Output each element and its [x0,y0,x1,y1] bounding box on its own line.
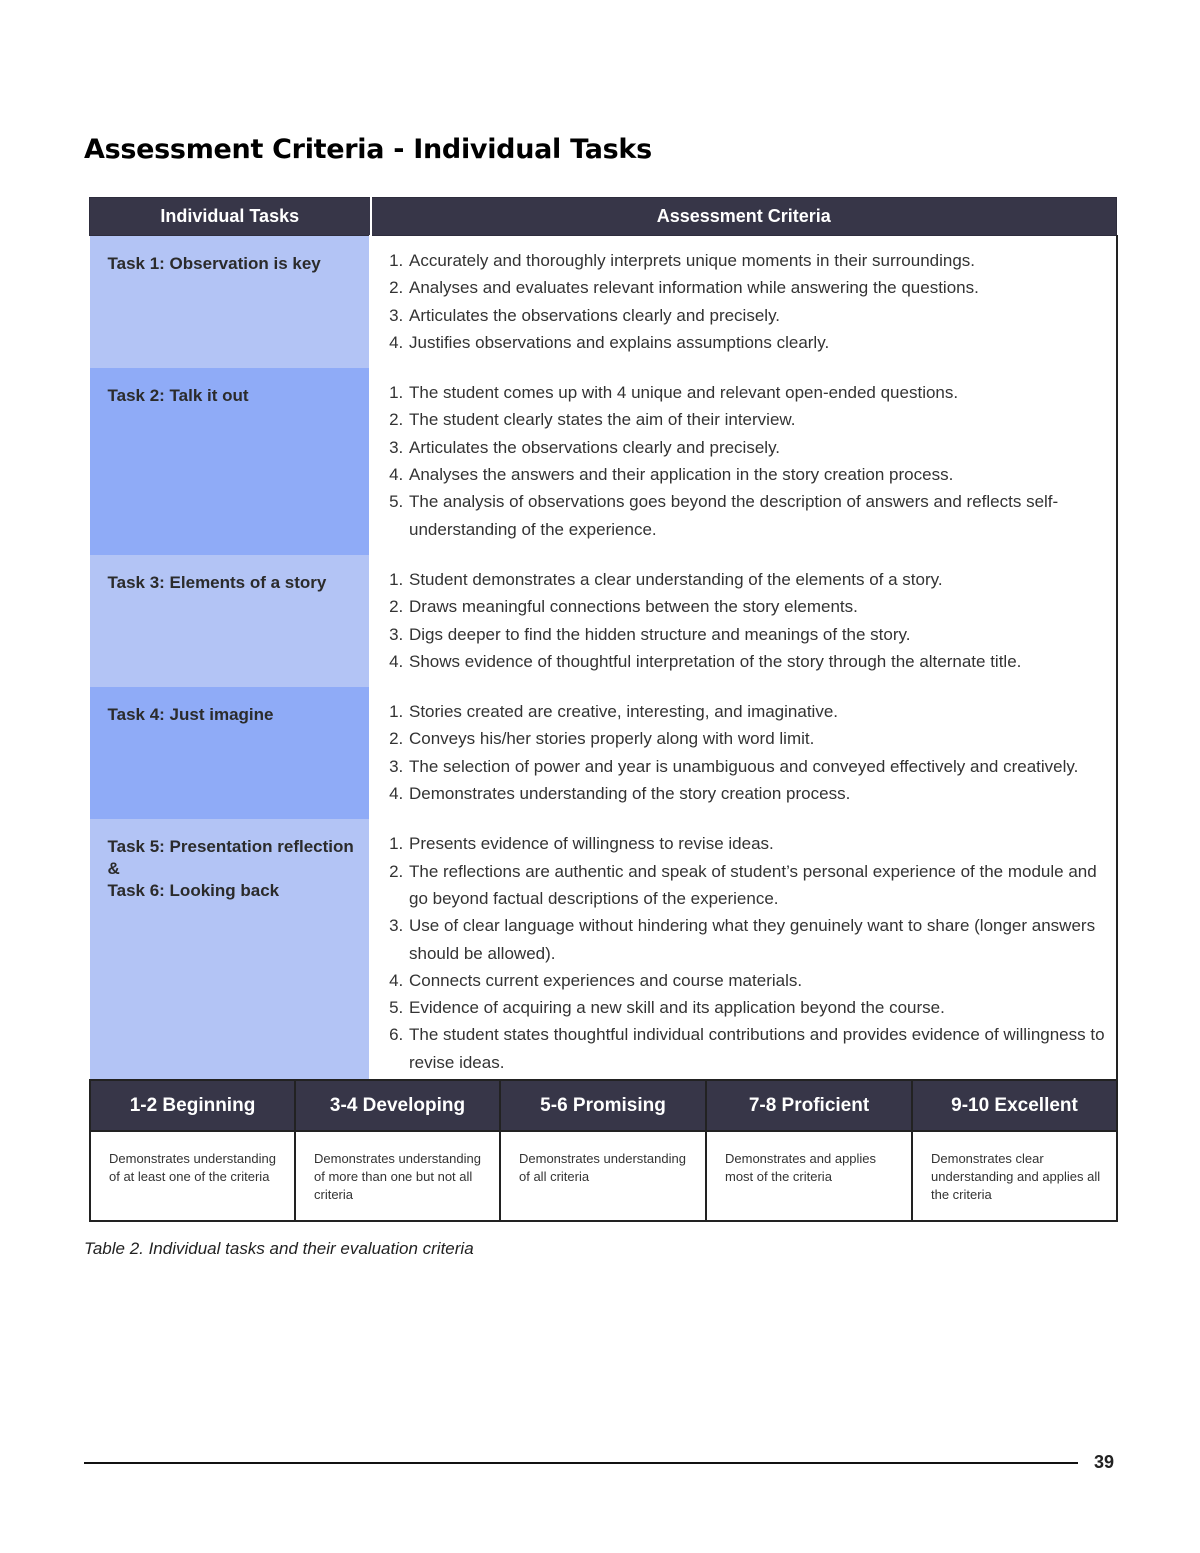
scale-description-row [90,1131,1117,1221]
criteria-list [388,247,1106,356]
page-number: 39 [1094,1452,1115,1472]
criteria-item: 2. Analyses and evaluates relevant information while answering the questions. [408,274,1106,301]
task-name: Task 4: Just imagine [107,705,274,725]
criteria-item: 1. Accurately and thoroughly interprets unique moments in their surroundings. [408,247,1106,274]
criteria-item: 4. Analyses the answers and their application in the story creation process. [408,461,1106,488]
scale-level-description: Demonstrates clear understanding and applies all the criteria [912,1131,1117,1221]
task-name: Task 5: Presentation reflection [107,837,354,857]
criteria-item: 1. Stories created are creative, interesting, and imaginative. [408,698,1106,725]
task-name-connector: & [107,859,120,879]
task-cell [90,819,371,1094]
scale-level-label: 5-6 Promising [500,1080,706,1131]
task-cell [90,687,371,819]
criteria-item: 4. Justifies observations and explains assumptions clearly. [408,329,1106,356]
criteria-item: 4. Shows evidence of thoughtful interpretation of the story through the alternate title. [408,648,1106,675]
task-name: Task 3: Elements of a story [107,572,327,592]
assessment-criteria-table [89,197,1118,1095]
criteria-item: 5. The analysis of observations goes beyond the description of answers and reflects self-understanding of the experience. [408,488,1106,543]
criteria-item: 5. Evidence of acquiring a new skill and its application beyond the course. [408,994,1106,1021]
criteria-cell [371,368,1117,555]
scale-level-description: Demonstrates understanding of at least one of the criteria [90,1131,295,1221]
task-name: Task 6: Looking back [107,881,280,901]
scale-level-description: Demonstrates and applies most of the criteria [706,1131,912,1221]
criteria-cell [371,555,1117,687]
criteria-list [388,566,1106,675]
criteria-item: 2. Conveys his/her stories properly along with word limit. [408,725,1106,752]
criteria-item: 3. Articulates the observations clearly and precisely. [408,434,1106,461]
header-assessment-criteria: Assessment Criteria [371,198,1117,236]
task-cell [90,368,371,555]
scale-level-label: 7-8 Proficient [706,1080,912,1131]
scale-level-description: Demonstrates understanding of all criteria [500,1131,706,1221]
scale-level-label: 3-4 Developing [295,1080,500,1131]
criteria-cell [371,236,1117,369]
criteria-list [388,698,1106,807]
grading-scale-table [89,1079,1118,1222]
criteria-item: 3. The selection of power and year is unambiguous and conveyed effectively and creatively. [408,753,1106,780]
footer-divider [84,1462,1078,1464]
criteria-item: 1. The student comes up with 4 unique and relevant open-ended questions. [408,379,1106,406]
criteria-item: 6. The student states thoughtful individual contributions and provides evidence of willingness to revise ideas. [408,1021,1106,1076]
task-name: Task 2: Talk it out [107,386,249,406]
header-individual-tasks: Individual Tasks [90,198,371,236]
table-row [90,368,1117,555]
criteria-item: 3. Use of clear language without hindering what they genuinely want to share (longer answers should be allowed). [408,912,1106,967]
task-cell [90,555,371,687]
scale-level-label: 1-2 Beginning [90,1080,295,1131]
criteria-item: 2. The student clearly states the aim of their interview. [408,406,1106,433]
criteria-list [388,379,1106,543]
table-caption: Table 2. Individual tasks and their evaluation criteria [84,1239,474,1258]
table-row [90,819,1117,1094]
criteria-item: 3. Digs deeper to find the hidden structure and meanings of the story. [408,621,1106,648]
scale-level-description: Demonstrates understanding of more than one but not all criteria [295,1131,500,1221]
scale-level-label: 9-10 Excellent [912,1080,1117,1131]
table-row [90,555,1117,687]
criteria-list [388,830,1106,1076]
table-row [90,236,1117,369]
scale-header-row [90,1080,1117,1131]
criteria-item: 1. Student demonstrates a clear understanding of the elements of a story. [408,566,1106,593]
criteria-cell [371,819,1117,1094]
criteria-item: 2. Draws meaningful connections between the story elements. [408,593,1106,620]
criteria-item: 4. Demonstrates understanding of the story creation process. [408,780,1106,807]
table-header-row [90,198,1117,236]
table-row [90,687,1117,819]
criteria-item: 3. Articulates the observations clearly and precisely. [408,302,1106,329]
task-cell [90,236,371,369]
criteria-cell [371,687,1117,819]
criteria-item: 1. Presents evidence of willingness to revise ideas. [408,830,1106,857]
criteria-item: 4. Connects current experiences and course materials. [408,967,1106,994]
task-name: Task 1: Observation is key [107,254,321,273]
criteria-item: 2. The reflections are authentic and speak of student’s personal experience of the module and go beyond factual descriptions of the experience. [408,858,1106,913]
page-title: Assessment Criteria - Individual Tasks [84,134,652,165]
